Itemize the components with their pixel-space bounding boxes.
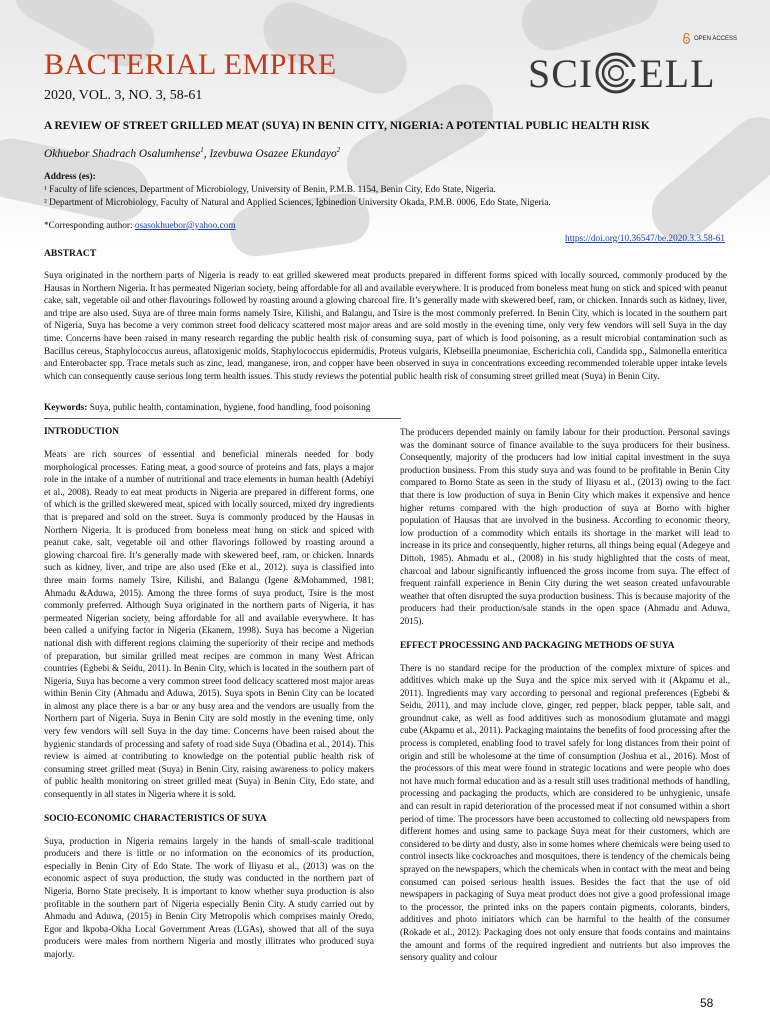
author-affiliation-mark: 1: [200, 146, 204, 154]
right-column: [400, 426, 730, 976]
open-access-badge: [682, 33, 737, 44]
doi-link[interactable]: https://doi.org/10.36547/be.2020.3.3.58-61: [565, 234, 725, 244]
section-heading: SOCIO-ECONOMIC CHARACTERISTICS OF SUYA: [44, 813, 267, 824]
body-paragraph: There is no standard recipe for the production of the complex mixture of spices and additives which make up the Suya and the spice mix served with it (Akpamu et al., 2011). Ingredients may vary according to personal and regional preferences (Egbebi & Seidu, 2011), and may include clove, ginger, red pepper, black pepper, table salt, and groundnut cake, as well as food additives such as monosodium glutamate and maggi cube (Akpamu et al., 2011). Packaging maintains the benefits of food processing after the process is completed, enabling food to travel safely for long distances from their point of origin and still be wholesome at the time of consumption (Joshua et al., 2016). Most of the processors of this meat were found in strategic locations and were people who does not have much formal education and as a result still uses traditional methods of handling, processing and packaging the products, which are considered to be unhygienic, unsafe and can result in rapid deterioration of the processed meat if not consumed within a short period of time. The processors have been accustomed to collecting old newspapers from different homes and using same to package Suya meat for their customers, which are considered to be dirty and dusty, also in some homes where chemicals were being used to control insects like cockroaches and mosquitoes, there is tendency of the chemicals being sprayed on the newspapers, which the chemicals when in contact with the meat and being consumed can poised serious health issues. Besides the fact that the use of old newspapers in packaging of Suya meat product does not give a good professional image to the processor, the printed inks on the papers contain pigments, colorants, binders, additives and photo initiators which can be harmful to the health of the consumer (Rokade et al., 2012). Packaging does not only ensure that foods contains and maintains the amount and forms of the required ingredient and nutrients but also improves the sensory quality and colour: [400, 662, 730, 963]
section-heading: EFFECT PROCESSING AND PACKAGING METHODS OF SUYA: [400, 640, 675, 651]
journal-issue: 2020, VOL. 3, NO. 3, 58-61: [44, 88, 203, 103]
author-name: Okhuebor Shadrach Osalumhense: [44, 147, 201, 160]
publisher-name-right: ELL: [639, 51, 716, 96]
article-title: A REVIEW OF STREET GRILLED MEAT (SUYA) IN BENIN CITY, NIGERIA: A POTENTIAL PUBLIC HEALTH RISK: [44, 120, 650, 132]
author-separator: ,: [203, 147, 210, 160]
publisher-rings-icon: [595, 52, 637, 94]
corresponding-label: *Corresponding author:: [44, 221, 135, 231]
bacteria-rod-decoration: [514, 0, 665, 58]
keywords-line: [44, 403, 370, 413]
open-access-label: OPEN ACCESS: [694, 35, 738, 42]
publisher-logo: [528, 52, 716, 94]
author-affiliation-mark: 2: [336, 146, 341, 154]
affiliation-2: ² Department of Microbiology, Faculty of Natural and Applied Sciences, Igbinedion University Okada, P.M.B. 0006, Edo State, Nigeria.: [44, 198, 551, 208]
journal-title: BACTERIAL EMPIRE: [44, 48, 337, 81]
abstract-text: Suya originated in the northern parts of Nigeria is ready to eat grilled skewered meat products prepared in different forms spiced with locally sourced, commonly produced by the Hausas in Northern Nigeria. It has permeated Nigerian society, being affordable for all and available everywhere. It is produced from boneless meat hung on stick and spiced with peanut cake, salt, vegetable oil and other flavourings followed by roasting around a glowing charcoal fire. It’s generally made with skewered beef, ram, or chicken. Innards such as kidney, liver, and tripe are also used. Suya are of three main forms namely Tsire, Kilishi, and Balangu, and Tsire is the most commonly preferred. In Benin City, which is located in the southern part of Nigeria, Suya has become a very common street food delicacy scattered most major areas and are sold mostly in the evening time, only very few vendors will sell Suya in the day time. Concerns have been raised in many research regarding the public health risk of consuming suya, part of which is food poisoning, as a result microbial contamination such as Bacillus cereus, Staphylococcus aureus, aflatoxigenic molds, Staphylococcus epidermidis, Proteus vulgaris, Klebseilla pneumoniae, Escherichia coli, Candida spp., Salmonella enteritica and Enterobacter spp. Trace metals such as zinc, lead, manganese, iron, and copper have been observed in suya in concentrations exceeding recommended tolerable upper intake levels which can consequently cause serious long term health issues. This study reviews the potential public health risk of consuming street grilled meat (Suya) in Benin City.: [44, 270, 727, 381]
author-name: Izevbuwa Osazee Ekundayo: [209, 147, 337, 160]
keywords-list: Suya, public health, contamination, hygiene, food handling, food poisoning: [87, 403, 371, 413]
body-paragraph: The producers depended mainly on family labour for their production. Personal savings was the dominant source of finance available to the suya producers for their business. Consequently, majority of the producers had low initial capital investment in the suya production business. From this study suya and was found to be profitable in Benin City compared to Borno State as seen in the study of Iliyasu et al., (2013) owing to the fact that there is low production of suya in Benin City which makes it expensive and hence higher returns compared with the high production of suya at Borno with higher population of Hausas that are involved in the business. According to economic theory, low production of a commodity which entails its shortage in the market will lead to increase in its price and consequently, higher returns, all things being equal (Adegeye and Dittoh, 1985). Ahmadu et al., (2008) in his study highlighted that the costs of meat, charcoal and labour significantly influenced the gross income from suya. The effect of frequent rainfall experience in Benin City during the wet season created unfavourable weather that often disrupted the suya production business. This is because majority of the producers had their production/sale stands in the open space (Ahmadu and Aduwa, 2015).: [400, 427, 730, 626]
corresponding-author: [44, 221, 236, 231]
affiliation-1: ¹ Faculty of life sciences, Department of Microbiology, University of Benin, P.M.B. 1154, Benin City, Edo State, Nigeria.: [44, 185, 496, 195]
body-paragraph: Suya, production in Nigeria remains largely in the hands of small-scale traditional producers and there is little or no information on the economics of its production, especially in Benin City of Edo State. The work of Iliyasu et al., (2013) was on the economic aspect of suya production, the study was conducted in the northern part of Nigeria, Borno State precisely. It is important to know whether suya production is also profitable in the southern part of Nigeria especially Benin City. A study carried out by Ahmadu and Aduwa, (2015) in Benin City Metropolis which comprises mainly Oredo, Egor and Ikpoba-Okha Local Government Areas (LGAs), showed that all of the suya producers were males from northern Nigeria and mostly illitrates who produced suya majorly.: [44, 835, 374, 959]
corresponding-email-link[interactable]: osasokhuebor@yahoo.com: [134, 221, 236, 231]
left-column: [44, 426, 374, 973]
page-number: 58: [700, 996, 714, 1010]
author-list: [44, 146, 340, 160]
open-lock-icon: [682, 33, 691, 44]
address-label: Address (es):: [44, 172, 96, 182]
divider: [44, 418, 401, 419]
publisher-name-left: SCI: [528, 51, 594, 96]
abstract-heading: ABSTRACT: [44, 248, 97, 259]
keywords-label: Keywords:: [44, 403, 88, 413]
body-paragraph: Meats are rich sources of essential and beneficial minerals needed for body morphological processes. Eating meat, a good source of proteins and fats, plays a major role in the intake of a number of nutritional and trace elements in human health (Adebiyi et al., 2008). Ready to eat meat products in Nigeria are prepared in different forms, one of which is the grilled skewered meat, spiced with locally sourced, mixed dry ingredients that is prepared and sold on the street. Suya is commonly produced by the Hausas in Northern Nigeria. It is produced from boneless meat hung on stick and spiced with peanut cake, salt, vegetable oil and other flavorings followed by roasting around a glowing charcoal fire. It’s generally made with skewered beef, ram, or chicken. Innards such as kidney, liver, and tripe are also used (Eke et al., 2012). suya is classified into three main forms namely Tsire, Kilishi, and Balangu (Igene &Mohammed, 1981; Ahmadu &Aduwa, 2015). Among the three forms of suya product, Tsire is the most commonly preferred. Although Suya originated in the northern parts of Nigeria, it has permeated Nigerian society, being affordable for all and available everywhere. It has been called a unifying factor in Nigeria (Ekanem, 1998). Suya has become a Nigerian national dish with different regions claiming the superiority of their recipe and methods of preparation, but similar grilled meat recipes are common in many West African countries (Egbebi & Seidu, 2011). In Benin City, which is located in the southern part of Nigeria, Suya has become a very common street food delicacy scattered most major areas within Benin City (Ahmadu and Aduwa, 2015). Suya spots in Benin City can be located in almost any place there is a bar or any busy area and the vendors are usually from the Northern part of Nigeria. Suya in Benin City are sold mostly in the evening time, only very few vendors will sell Suya in the day time. Concerns have been raised about the hygienic standards of processing and safety of road side Suya (Obadina et al., 2014). This review is aimed at contributing to knowledge on the potential public health risk of consuming street grilled meat (Suya) in Benin City, raising awareness to policy makers of public health monitoring on street grilled meat (Suya) in Benin City, Edo state, and consequently in all states in Nigeria where it is sold.: [44, 449, 374, 800]
section-heading: INTRODUCTION: [44, 427, 120, 437]
